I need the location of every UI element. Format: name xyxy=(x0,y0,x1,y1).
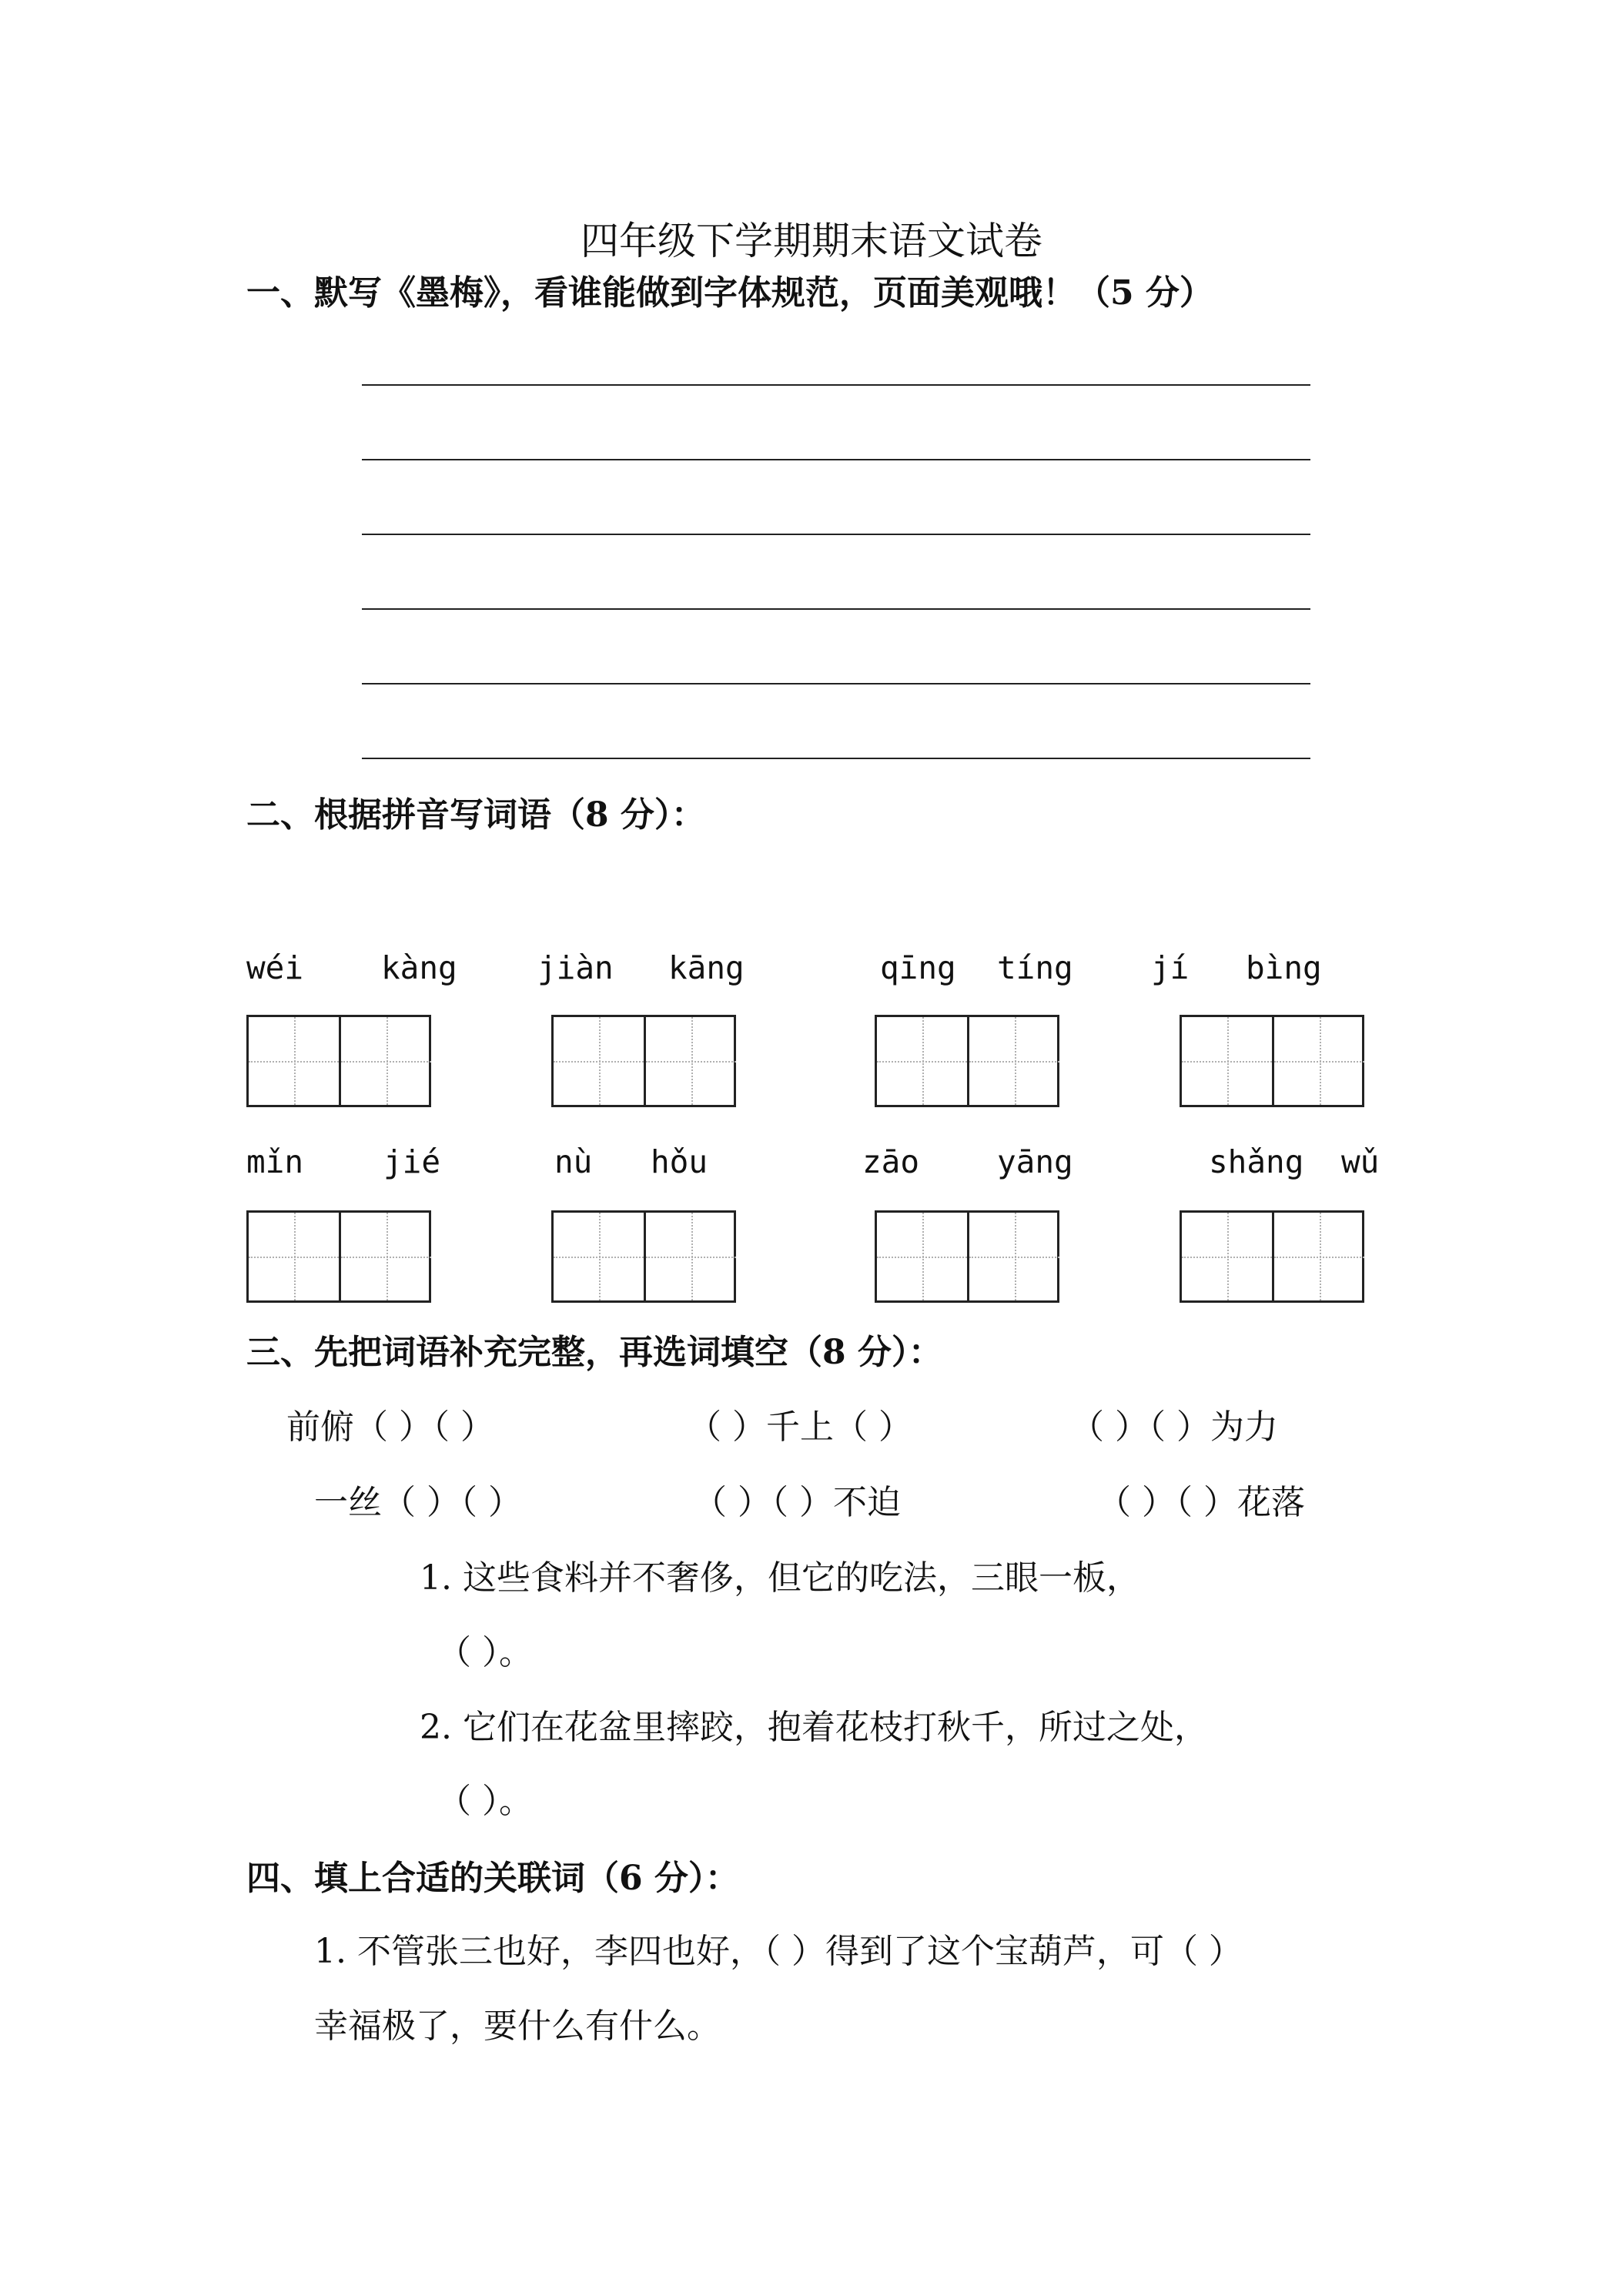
pinyin: wéi xyxy=(246,949,304,986)
page-title: 四年级下学期期末语文试卷 xyxy=(581,219,1042,263)
pinyin: zāo xyxy=(862,1143,920,1180)
character-grid[interactable] xyxy=(1180,1210,1364,1303)
writing-line[interactable] xyxy=(362,384,1310,386)
question-text: 幸福极了，要什么有什么。 xyxy=(314,2006,721,2046)
pinyin: nù xyxy=(554,1143,593,1180)
pinyin: kāng xyxy=(668,949,745,986)
question-text: 2. 它们在花盆里摔跤，抱着花枝打秋千，所过之处， xyxy=(420,1708,1208,1747)
pinyin: kàng xyxy=(381,949,457,986)
pinyin: shǎng xyxy=(1209,1143,1304,1180)
fill-idiom: （ ）（ ）为力 xyxy=(1070,1407,1278,1447)
pinyin: tíng xyxy=(997,949,1073,986)
writing-line[interactable] xyxy=(362,534,1310,535)
character-grid[interactable] xyxy=(1180,1015,1364,1107)
character-grid[interactable] xyxy=(246,1210,431,1303)
pinyin: jié xyxy=(383,1143,441,1180)
answer-blank[interactable]: （ ）。 xyxy=(437,1782,533,1821)
question-text: 1. 不管张三也好，李四也好，（ ）得到了这个宝葫芦，可（ ） xyxy=(314,1932,1243,1971)
pinyin: yāng xyxy=(997,1143,1073,1180)
section-2-heading: 二、根据拼音写词语（8 分）： xyxy=(246,795,705,835)
character-grid[interactable] xyxy=(551,1210,736,1303)
pinyin: mǐn xyxy=(246,1143,304,1180)
pinyin: hǒu xyxy=(651,1143,708,1180)
pinyin: jiàn xyxy=(537,949,614,986)
writing-line[interactable] xyxy=(362,608,1310,610)
writing-line[interactable] xyxy=(362,758,1310,759)
section-4-heading: 四、填上合适的关联词（6 分）： xyxy=(246,1859,739,1898)
character-grid[interactable] xyxy=(551,1015,736,1107)
character-grid[interactable] xyxy=(246,1015,431,1107)
answer-blank[interactable]: （ ）。 xyxy=(437,1633,533,1672)
character-grid[interactable] xyxy=(875,1210,1059,1303)
pinyin: jí xyxy=(1151,949,1190,986)
character-grid[interactable] xyxy=(875,1015,1059,1107)
pinyin: wǔ xyxy=(1341,1143,1380,1180)
fill-idiom: （ ）（ ）不迫 xyxy=(693,1483,901,1522)
fill-idiom: （ ）千上（ ） xyxy=(688,1407,912,1447)
fill-idiom: （ ）（ ）花落 xyxy=(1097,1483,1305,1522)
fill-idiom: 一丝（ ）（ ） xyxy=(314,1483,522,1522)
writing-line[interactable] xyxy=(362,683,1310,684)
pinyin: qīng xyxy=(880,949,956,986)
fill-idiom: 前俯（ ）（ ） xyxy=(286,1407,494,1447)
section-1-heading: 一、默写《墨梅》，看谁能做到字体规范，页面美观哦！（5 分） xyxy=(246,273,1213,313)
question-text: 1. 这些食料并不奢侈，但它的吃法，三眼一板， xyxy=(420,1558,1140,1598)
writing-line[interactable] xyxy=(362,459,1310,460)
section-3-heading: 三、先把词语补充完整，再选词填空（8 分）： xyxy=(246,1333,942,1372)
pinyin: bìng xyxy=(1246,949,1322,986)
